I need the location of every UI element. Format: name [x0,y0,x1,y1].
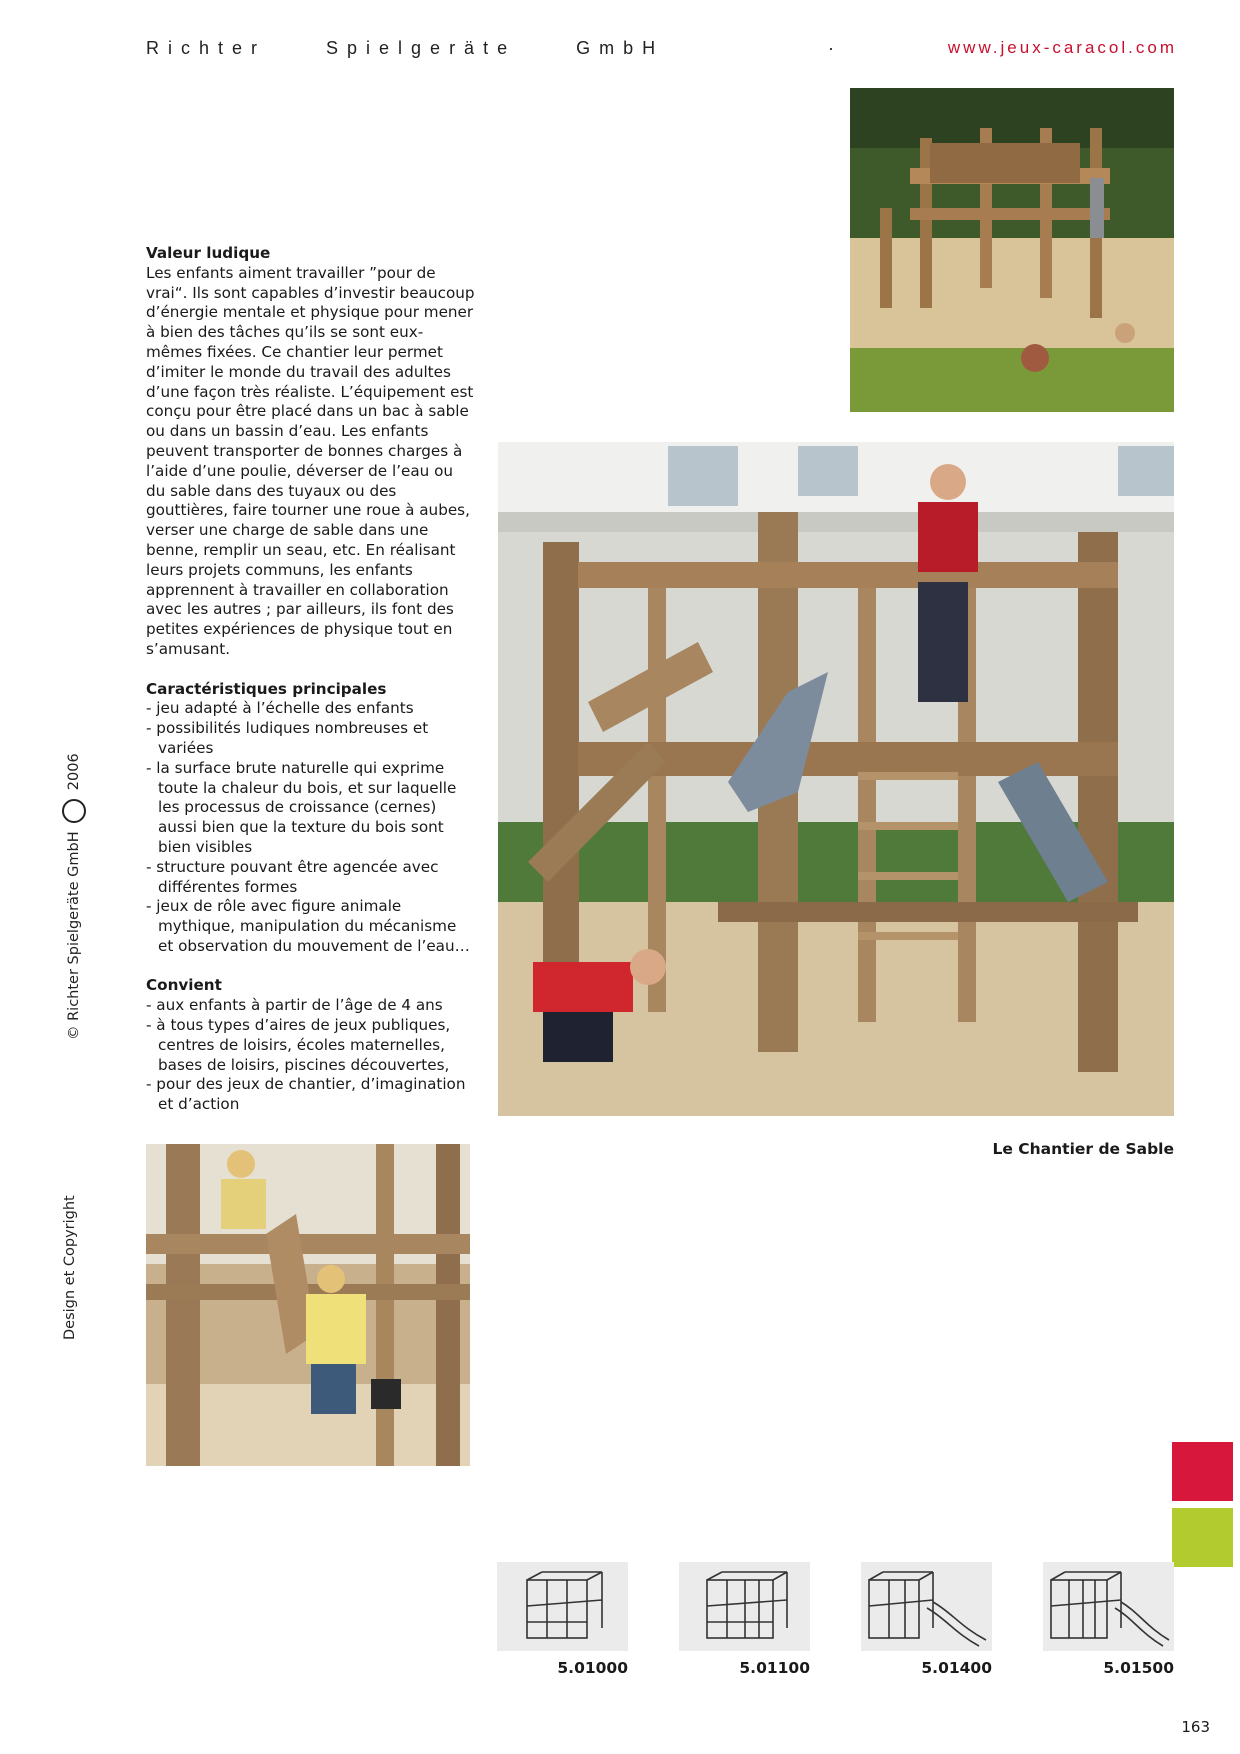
list-item: - possibilités ludiques nombreuses et variées [146,719,429,757]
valeur-body: Les enfants aiment travailler ”pour de vrai“. Ils sont capables d’investir beaucoup d’énergie mentale et physique pour mener à bien des tâches qu’ils se sont eux-mêmes fixées. Ce chantier leur permet d’imiter le monde du travail des adultes d’une façon très réaliste. L’équipement est conçu pour être placé dans un bac à sable ou dans un bassin d’eau. Les enfants peuvent transporter de bonnes charges à l’aide d’une poulie, déverser de l’eau ou du sable dans des tuyaux ou des gouttières, faire tourner une roue à aubes, verser une charge de sable dans une benne, remplir un seau, etc. En réalisant leurs projets communs, les enfants apprennent à travailler en collaboration avec les autres ; par ailleurs, ils font des petites expériences de physique tout en s’amusant. [146,263,475,658]
caracteristiques-list [146,699,476,956]
company-word: Richter [146,38,267,58]
header-separator: · [828,38,834,58]
list-item: - pour des jeux de chantier, d’imagination et d’action [146,1075,466,1114]
variant-code: 5.01000 [557,1659,628,1677]
section-tab-red [1172,1442,1233,1501]
structure-icon [679,1562,810,1651]
section-heading-valeur: Valeur ludique [146,244,271,262]
company-word: Spielgeräte [326,38,517,58]
page-number: 163 [1181,1718,1210,1736]
description-column [146,244,476,1135]
variant-card[interactable] [861,1562,992,1677]
convient-list [146,996,476,1115]
variant-code: 5.01500 [1103,1659,1174,1677]
list-item: - jeu adapté à l’échelle des enfants [146,699,414,718]
photo-caption: Le Chantier de Sable [992,1140,1174,1158]
variant-code: 5.01400 [921,1659,992,1677]
photo-playground-garden [850,88,1174,412]
copyright-logo [62,799,86,823]
section-heading-caracteristiques: Caractéristiques principales [146,679,387,698]
structure-slide-icon [1043,1562,1174,1651]
list-item: - aux enfants à partir de l’âge de 4 ans [146,996,443,1015]
copyright-year: 2006 [66,753,82,791]
section-tab-green [1172,1508,1233,1567]
company-word: GmbH [576,38,665,58]
design-copyright-vertical: Design et Copyright [62,1195,78,1340]
company-name [146,38,846,59]
list-item: - jeux de rôle avec figure animale mythique, manipulation du mécanisme et observation du mouvement de l’eau… [146,897,470,955]
photo-main-sand-site [498,442,1174,1116]
section-heading-convient: Convient [146,976,222,995]
copyright-vertical [62,753,86,1040]
variant-card[interactable] [497,1562,628,1677]
copyright-text: © Richter Spielgeräte GmbH [66,831,82,1040]
variant-card[interactable] [679,1562,810,1677]
website-link[interactable]: www.jeux-caracol.com [947,38,1177,57]
list-item: - la surface brute naturelle qui exprime toute la chaleur du bois, et sur laquelle les processus de croissance (cernes) aussi bien que la texture du bois sont bien visibles [146,758,457,856]
variant-code: 5.01100 [739,1659,810,1677]
list-item: - structure pouvant être agencée avec différentes formes [146,857,439,896]
list-item: - à tous types d’aires de jeux publiques, centres de loisirs, écoles maternelles, bases de loisirs, piscines découvertes, [146,1016,451,1074]
variant-card[interactable] [1043,1562,1174,1677]
structure-slide-icon [861,1562,992,1651]
structure-icon [497,1562,628,1651]
photo-children-climbing [146,1144,470,1466]
